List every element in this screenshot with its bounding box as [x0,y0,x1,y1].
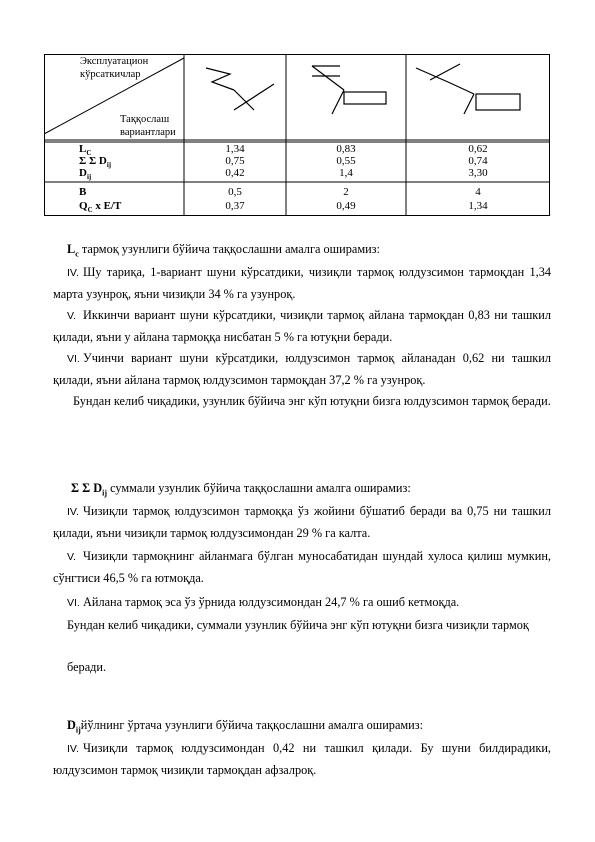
star-topology-diagram [312,66,386,114]
cell-v3-q: 1,34 [468,200,488,212]
cell-v1-b: 0,5 [228,186,242,198]
cell-v2-lc: 0,83 [336,143,356,155]
section3-title: $D_{ij}йўлнинг$ ўртача узунлиги бўйича таққослашни амалга оширамиз: [67,718,424,735]
header-variants-line1: Таққослаш [120,114,170,125]
cell-v2-dij: 1,4 [339,167,353,179]
section2-conclusion-line1: Бундан келиб чиқадики, суммали узунлик бўйича энг кўп ютуқни бизга чизиқли тармоқ [67,618,529,632]
row-label-b: B [79,186,87,198]
cell-v3-b: 4 [475,186,481,198]
section1-item-6: VI. Учинчи вариант шуни кўрсатдики, юлдузсимон тармоқ айланадан 0,62 ни ташкил қилади, яъни айлана тармоқ юлдузсимон тармоқдан 37,2 % га узунроқ. [53,351,551,387]
cell-v1-q: 0,37 [225,200,245,212]
linear-topology-diagram [206,68,274,110]
header-metrics-line2: кўрсаткичлар [80,69,141,80]
section2-item-6: VI. Айлана тармоқ эса ўз ўрнида юлдузсимондан 24,7 % га ошиб кетмоқда. [67,595,460,609]
cell-v2-q: 0,49 [336,200,356,212]
cell-v3-sum: 0,74 [468,155,488,167]
cell-v1-dij: 0,42 [225,167,245,179]
comparison-table [44,54,550,216]
section2-title: Σ Σ $D_{ij}$ суммали узунлик бўйича таққослашни амалга оширамиз: [71,481,411,498]
header-variants-line2: вариантлари [120,127,176,138]
cell-v1-sum: 0,75 [225,155,245,167]
section2-conclusion-line2: беради. [67,660,107,674]
section1-item-5: V. Иккинчи вариант шуни кўрсатдики, чизиқли тармоқ айлана тармоқдан 0,83 ни ташкил қилади, яъни у айлана тармоққа нисбатан 5 % га ютуқни беради. [53,308,551,344]
row-label-lc: $L_С$ [79,143,92,158]
section1-item-4: IV. Шу тариқа, 1-вариант шуни кўрсатдики, чизиқли тармоқ юлдузсимон тармоқдан 1,34 марта узунроқ, яъни чизиқли 34 % га узунроқ. [53,265,551,301]
header-metrics-line1: Эксплуатацион [80,56,149,67]
section2-item-4: IV. Чизиқли тармоқ юлдузсимон тармоққа ўз жойини бўшатиб беради ва 0,75 ни ташкил қилади, яъни чизиқли тармоқ юлдузсимондан 29 % га калта. [53,504,551,540]
section1-conclusion: Бундан келиб чиқадики, узунлик бўйича энг кўп ютуқни бизга юлдузсимон тармоқ беради. [73,394,551,408]
section2-item-5: V. Чизиқли тармоқнинг айланмага бўлган муносабатидан шундай хулоса қилиш мумкин, сўнгтиси 46,5 % га ютмоқда. [53,549,551,585]
cell-v2-b: 2 [343,186,349,198]
section3-item-4: IV. Чизиқли тармоқ юлдузсимондан 0,42 ни ташкил қилади. Бу шуни билдирадики, юлдузсимон тармоқ чизиқли тармоқдан афзалроқ. [53,741,551,777]
row-label-sum-dij: Σ Σ $D_{ij}$ [79,155,112,170]
section1-title: $L_c$ тармоқ узунлиги бўйича таққослашни амалга оширамиз: [67,242,380,259]
ring-topology-diagram [416,64,520,114]
cell-v1-lc: 1,34 [225,143,245,155]
row-label-dij: $D_{ij}$ [79,167,92,182]
cell-v2-sum: 0,55 [336,155,356,167]
row-label-qc: $Q_C$ x E/T [79,200,122,215]
cell-v3-dij: 3,30 [468,167,488,179]
cell-v3-lc: 0,62 [468,143,488,155]
